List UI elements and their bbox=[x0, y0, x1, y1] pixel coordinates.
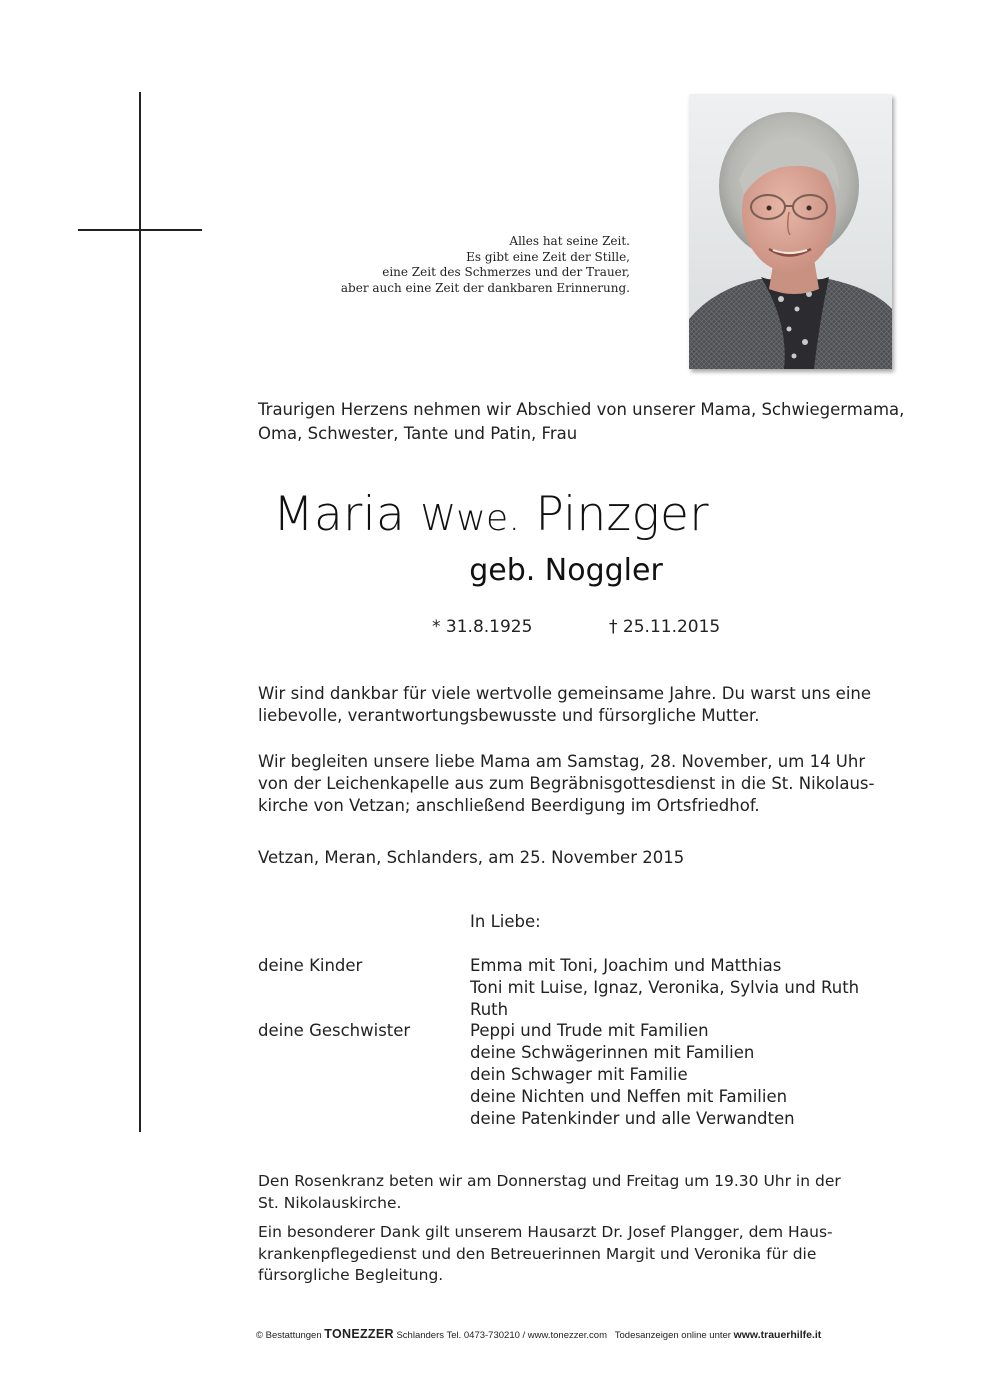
intro-line: Oma, Schwester, Tante und Patin, Frau bbox=[258, 424, 578, 443]
first-name: Maria bbox=[273, 487, 406, 542]
list-item: deine Schwägerinnen mit Familien bbox=[470, 1043, 755, 1062]
notice-line: Den Rosenkranz beten wir am Donnerstag und Freitag um 19.30 Uhr in der bbox=[258, 1172, 841, 1190]
children-label: deine Kinder bbox=[258, 956, 363, 975]
deceased-name bbox=[0, 487, 982, 547]
list-item: Toni mit Luise, Ignaz, Veronika, Sylvia und Ruth bbox=[470, 978, 860, 997]
portrait-photo bbox=[689, 94, 892, 369]
paragraph-line: kirche von Vetzan; anschließend Beerdigung im Ortsfriedhof. bbox=[258, 796, 760, 815]
footer-details: Schlanders Tel. 0473-730210 / www.tonezzer.com bbox=[396, 1330, 607, 1341]
birth-name: geb. Noggler bbox=[469, 553, 663, 588]
list-item: deine Patenkinder und alle Verwandten bbox=[470, 1109, 795, 1128]
in-love-label: In Liebe: bbox=[470, 912, 541, 931]
notice-line: Ein besonderer Dank gilt unserem Hausarzt Dr. Josef Plangger, dem Haus- bbox=[258, 1223, 833, 1241]
footer-prefix: © Bestattungen bbox=[256, 1330, 322, 1341]
siblings-label: deine Geschwister bbox=[258, 1021, 411, 1040]
rosary-notice bbox=[258, 1171, 898, 1214]
paragraph-line: Wir sind dankbar für viele wertvolle gemeinsame Jahre. Du warst uns eine bbox=[258, 684, 872, 703]
footer-online-text: Todesanzeigen online unter bbox=[614, 1330, 731, 1341]
quote-line: Alles hat seine Zeit. bbox=[509, 234, 630, 248]
death-date: † 25.11.2015 bbox=[609, 617, 721, 637]
siblings-list bbox=[470, 1020, 795, 1130]
list-item: dein Schwager mit Familie bbox=[470, 1065, 688, 1084]
widow-title: Wwe. bbox=[420, 498, 521, 539]
intro-line: Traurigen Herzens nehmen wir Abschied von unserer Mama, Schwiegermama, bbox=[258, 400, 905, 419]
last-name: Pinzger bbox=[535, 487, 709, 542]
paragraph-line: von der Leichenkapelle aus zum Begräbnisgottesdienst in die St. Nikolaus- bbox=[258, 774, 875, 793]
paragraph-line: liebevolle, verantwortungsbewusste und fürsorgliche Mutter. bbox=[258, 706, 760, 725]
list-item: Emma mit Toni, Joachim und Matthias bbox=[470, 956, 782, 975]
footer-site-link[interactable]: www.trauerhilfe.it bbox=[733, 1329, 822, 1341]
paragraph-line: Wir begleiten unsere liebe Mama am Samstag, 28. November, um 14 Uhr bbox=[258, 752, 866, 771]
quote-line: Es gibt eine Zeit der Stille, bbox=[466, 249, 630, 264]
quote-block bbox=[341, 234, 630, 296]
intro-text bbox=[258, 398, 908, 446]
notice-line: St. Nikolauskirche. bbox=[258, 1193, 402, 1212]
funeral-paragraph bbox=[258, 751, 898, 817]
footer-brand: TONEZZER bbox=[324, 1327, 394, 1341]
list-item: deine Nichten und Neffen mit Familien bbox=[470, 1087, 788, 1106]
footer bbox=[256, 1327, 821, 1341]
notice-line: fürsorgliche Begleitung. bbox=[258, 1266, 444, 1284]
children-list bbox=[470, 955, 859, 1021]
notice-line: krankenpflegedienst und den Betreuerinnen Margit und Veronika für die bbox=[258, 1244, 817, 1263]
list-item: Peppi und Trude mit Familien bbox=[470, 1021, 709, 1040]
list-item: Ruth bbox=[470, 1000, 509, 1019]
gratitude-paragraph bbox=[258, 683, 898, 727]
quote-line: aber auch eine Zeit der dankbaren Erinnerung. bbox=[340, 280, 630, 295]
portrait-illustration bbox=[689, 94, 892, 369]
place-date: Vetzan, Meran, Schlanders, am 25. November 2015 bbox=[258, 848, 685, 867]
thanks-notice bbox=[258, 1222, 898, 1287]
quote-line: eine Zeit des Schmerzes und der Trauer, bbox=[382, 265, 630, 279]
cross-horizontal-bar bbox=[78, 229, 202, 231]
birth-date: * 31.8.1925 bbox=[432, 617, 533, 637]
cross-vertical-bar bbox=[139, 92, 141, 1132]
